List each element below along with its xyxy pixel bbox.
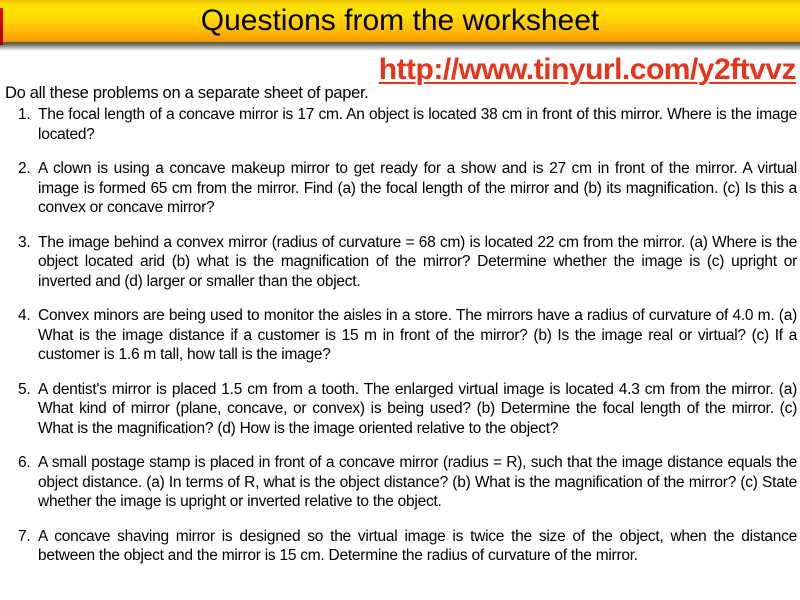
problem-item-3 xyxy=(18,233,797,292)
problem-text: A concave shaving mirror is designed so the virtual image is twice the size of the object, when the distance between the object and the mirror is 15 cm. Determine the radius of curvature of the mirror. xyxy=(38,527,797,564)
problem-number: 6. xyxy=(18,454,31,471)
problem-item-6 xyxy=(18,453,797,512)
problem-item-2 xyxy=(18,159,797,218)
title-banner xyxy=(0,0,800,42)
problem-text: A small postage stamp is placed in front of a concave mirror (radius = R), such that the image distance equals the object distance. (a) In terms of R, what is the object distance? (b) What is the magnification of the mirror? (c) State whether the image is upright or inverted relative to the object. xyxy=(38,454,797,510)
problem-number: 5. xyxy=(18,380,31,398)
problem-text: A dentist's mirror is placed 1.5 cm from a tooth. The enlarged virtual image is located 4.3 cm from the mirror. (a) What kind of mirror (plane, concave, or convex) is being used? (b) Determine the focal length of the mirror. (c) What is the magnification? (d) How is the image oriented relative to the object? xyxy=(38,380,797,437)
problem-number: 7. xyxy=(18,527,31,545)
slide-title: Questions from the worksheet xyxy=(200,4,600,37)
problem-number: 3. xyxy=(18,233,31,251)
problem-list xyxy=(18,105,797,566)
problem-text: The image behind a convex mirror (radius of curvature = 68 cm) is located 22 cm from the mirror. (a) Where is the object located arid (b) what is the magnification of the mirror? Determine whether the image is (c) upright or inverted and (d) larger or smaller than the object. xyxy=(38,233,797,290)
intro-text: Do all these problems on a separate sheet of paper. xyxy=(5,84,369,102)
problem-item-5 xyxy=(18,380,797,439)
problem-item-4 xyxy=(18,306,797,365)
tinyurl-link[interactable]: http://www.tinyurl.com/y2ftvvz xyxy=(378,53,796,86)
problem-number: 1. xyxy=(18,106,31,123)
banner-shadow-divider xyxy=(0,42,800,51)
problem-number: 4. xyxy=(18,307,31,324)
problem-text: The focal length of a concave mirror is 17 cm. An object is located 38 cm in front of this mirror. Where is the image located? xyxy=(38,106,797,143)
slide-body xyxy=(0,83,800,581)
problem-item-7 xyxy=(18,527,797,566)
problem-text: A clown is using a concave makeup mirror to get ready for a show and is 27 cm in front of the mirror. A virtual image is formed 65 cm from the mirror. Find (a) the focal length of the mirror and (b) its magnification. (c) Is this a convex or concave mirror? xyxy=(38,160,797,216)
red-edge-accent xyxy=(0,8,3,45)
problem-number: 2. xyxy=(18,160,31,177)
problem-text: Convex minors are being used to monitor the aisles in a store. The mirrors have a radius of curvature of 4.0 m. (a) What is the image distance if a customer is 15 m in front of the mirror? (b) Is the image real or virtual? (c) If a customer is 1.6 m tall, how tall is the image? xyxy=(38,307,797,363)
problem-item-1 xyxy=(18,105,797,144)
